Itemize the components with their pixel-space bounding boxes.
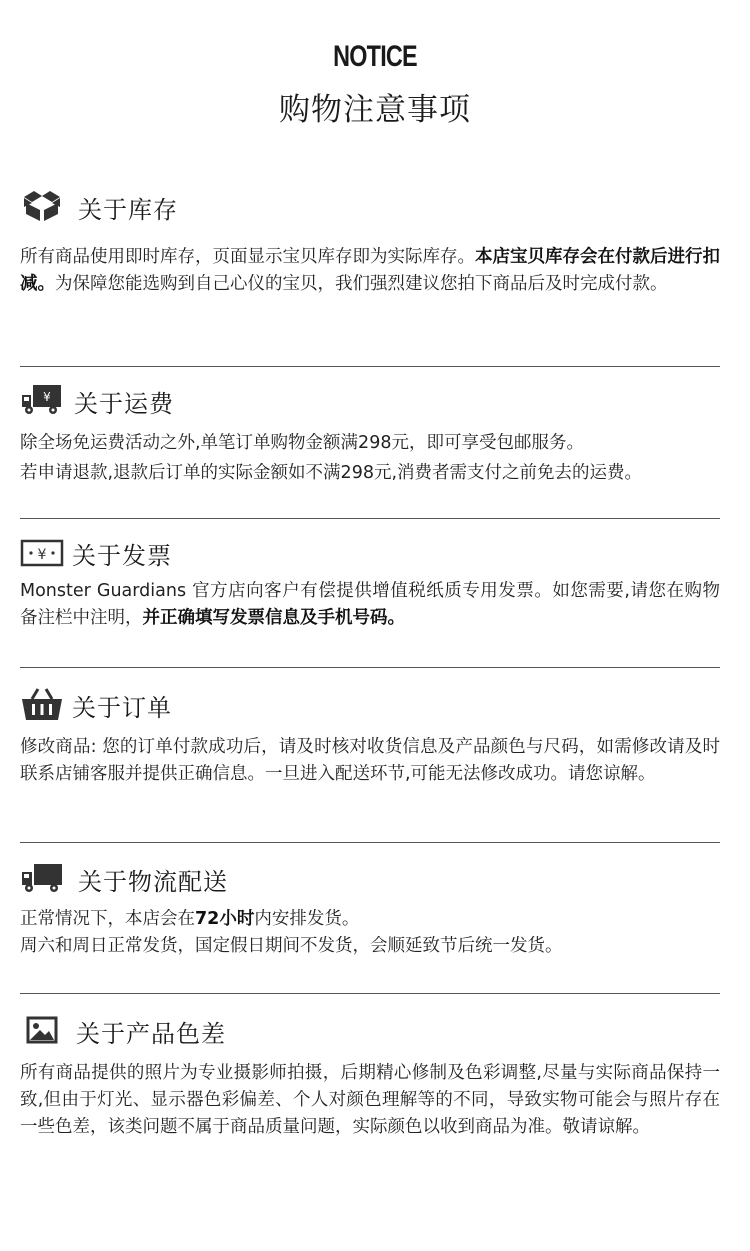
- text-bold: 72小时: [195, 909, 255, 929]
- section-line-2: 周六和周日正常发货，国定假日期间不发货，会顺延致节后统一发货。: [20, 936, 563, 956]
- shopping-basket-icon: [20, 686, 64, 722]
- section-logistics: [20, 858, 720, 960]
- section-line-1: 除全场免运费活动之外,单笔订单购物金额满298元，即可享受包邮服务。: [20, 433, 584, 453]
- section-order: [20, 684, 720, 788]
- section-title: 关于库存: [78, 196, 178, 224]
- section-line-2: 若申请退款,退款后订单的实际金额如不满298元,消费者需支付之前免去的运费。: [20, 463, 643, 483]
- divider: [20, 842, 720, 843]
- section-title: 关于订单: [72, 694, 172, 722]
- invoice-icon: [20, 534, 64, 570]
- text-bold: 本店宝贝库存会在付款后进行扣减。: [20, 247, 720, 294]
- section-inventory: [20, 186, 720, 298]
- text-bold: 并正确填写发票信息及手机号码。: [142, 608, 405, 628]
- section-header: [20, 684, 720, 728]
- section-color-difference: [20, 1010, 720, 1141]
- section-header: [20, 858, 720, 902]
- text-plain: 所有商品使用即时库存，页面显示宝贝库存即为实际库存。: [20, 247, 475, 267]
- section-shipping-fee: [20, 380, 720, 487]
- divider: [20, 993, 720, 994]
- section-text: 修改商品: 您的订单付款成功后，请及时核对收货信息及产品颜色与尺码，如需修改请及时联系店铺客服并提供正确信息。一旦进入配送环节,可能无法修改成功。请您谅解。: [20, 737, 720, 784]
- text-plain: 内安排发货。: [254, 909, 360, 929]
- section-header: [20, 186, 720, 230]
- divider: [20, 667, 720, 668]
- section-invoice: [20, 532, 720, 632]
- box-icon: [20, 188, 64, 224]
- page-title: 购物注意事项: [279, 92, 471, 128]
- divider: [20, 518, 720, 519]
- section-line-1: [20, 906, 720, 933]
- notice-heading: NOTICE: [333, 40, 417, 73]
- section-text: 所有商品提供的照片为专业摄影师拍摄，后期精心修制及色彩调整,尽量与实际商品保持一致,但由于灯光、显示器色彩偏差、个人对颜色理解等的不同，导致实物可能会与照片存在一些色差，该类问题不属于商品质量问题，实际颜色以收到商品为准。敬请谅解。: [20, 1063, 720, 1137]
- section-title: 关于运费: [74, 390, 174, 418]
- text-plain: Monster Guardians 官方店向客户有偿提供增值税纸质专用发票。如您需要,请您在购物备注栏中注明，: [20, 581, 720, 628]
- section-title: 关于产品色差: [76, 1020, 226, 1048]
- svg-text:¥: ¥: [43, 390, 51, 404]
- text-plain: 正常情况下，本店会在: [20, 909, 195, 929]
- image-icon: [20, 1012, 64, 1048]
- section-header: [20, 532, 720, 576]
- section-header: [20, 380, 720, 424]
- section-title: 关于发票: [72, 542, 172, 570]
- svg-text:¥: ¥: [37, 547, 47, 563]
- section-text: [20, 244, 720, 298]
- section-text: [20, 578, 720, 632]
- section-title: 关于物流配送: [78, 868, 228, 896]
- text-plain: 为保障您能选购到自己心仪的宝贝，我们强烈建议您拍下商品后及时完成付款。: [55, 274, 668, 294]
- shipping-fee-truck-icon: [20, 382, 64, 418]
- delivery-truck-icon: [20, 860, 64, 896]
- divider: [20, 366, 720, 367]
- section-header: [20, 1010, 720, 1054]
